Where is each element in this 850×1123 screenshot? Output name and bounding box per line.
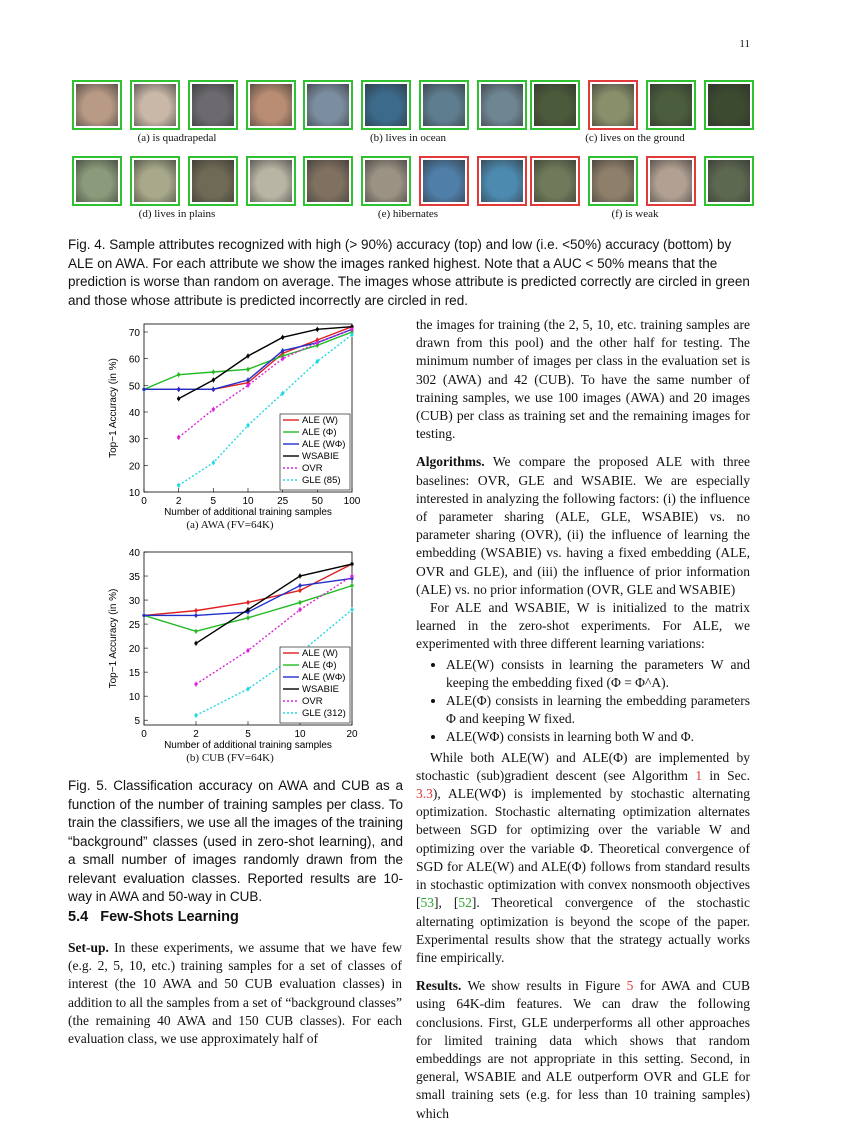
correct-sample-image xyxy=(188,156,238,206)
chart-awa-subcaption: (a) AWA (FV=64K) xyxy=(186,519,274,531)
awa-data-point xyxy=(316,360,319,363)
cub-data-point xyxy=(194,630,197,633)
animal-photo xyxy=(250,84,292,126)
paragraph-setup-cont: the images for training (the 2, 5, 10, etc. training samples are drawn from this pool) and the other half for testing. The minimum number of images per class in the evaluation set is 302 (AWA) and 42 (CUB). To have the same number of training samples, we use 100 images (AWA) and 20 images (CUB) per class as training set and the remaining images for testing. xyxy=(416,317,750,442)
animal-photo xyxy=(534,84,576,126)
algorithm-ref-link[interactable]: 1 xyxy=(695,767,703,783)
awa-legend-label: OVR xyxy=(302,463,323,474)
animal-photo xyxy=(76,84,118,126)
cub-data-point xyxy=(246,608,249,611)
awa-legend-label: WSABIE xyxy=(302,451,339,462)
cub-x-axis-label: Number of additional training samples xyxy=(164,740,332,751)
animal-photo xyxy=(365,160,407,202)
left-column-text xyxy=(68,939,402,1048)
awa-data-point xyxy=(246,354,249,357)
paragraph-optimization: While both ALE(W) and ALE(Φ) are implemented by stochastic (sub)gradient descent (see Algorithm 1 in Sec. 3.3), ALE(WΦ) is implemented by stochastic alternating optimization. Stochastic alternating optimization alternates between SGD for optimizing over the variable W and optimizing over the variable Φ. Theoretical convergence of SGD for ALE(W) and ALE(Φ) follows from standard results in stochastic optimization with convex nonsmooth objectives [53], [52]. Theoretical convergence of the stochastic alternating optimization is beyond the scope of the paper. Experimental results show that the strategy actually works fine empirically. xyxy=(416,749,750,965)
awa-data-point xyxy=(212,370,215,373)
awa-legend-label: ALE (WΦ) xyxy=(302,439,346,450)
cub-data-point xyxy=(246,616,249,619)
awa-x-tick-label: 50 xyxy=(311,496,323,507)
cub-legend-label: ALE (W) xyxy=(302,648,338,659)
animal-photo xyxy=(307,160,349,202)
correct-sample-image xyxy=(72,156,122,206)
cub-data-point xyxy=(194,714,197,717)
correct-sample-image xyxy=(361,156,411,206)
animal-photo xyxy=(76,160,118,202)
awa-data-point xyxy=(212,461,215,464)
animal-photo xyxy=(307,84,349,126)
animal-photo xyxy=(192,84,234,126)
animal-photo xyxy=(134,160,176,202)
cub-y-tick-label: 30 xyxy=(128,596,140,608)
cub-y-tick-label: 35 xyxy=(128,572,140,584)
animal-photo xyxy=(650,160,692,202)
citation-link[interactable]: 53 xyxy=(420,895,434,911)
animal-photo xyxy=(481,160,523,202)
citation-link[interactable]: 52 xyxy=(458,895,472,911)
correct-sample-image xyxy=(188,80,238,130)
list-item: • ALE(W) consists in learning the parameters W and keeping the embedding fixed (Φ = Φ^A). xyxy=(446,656,750,692)
cub-x-tick-label: 5 xyxy=(245,729,251,740)
awa-legend-label: ALE (W) xyxy=(302,415,338,426)
cub-x-tick-label: 2 xyxy=(193,729,199,740)
awa-data-point xyxy=(281,349,284,352)
figure-5-caption: Fig. 5. Classification accuracy on AWA and CUB as a function of the number of training samples per class. To train the classifiers, we use all the images of the training “background” classes (used in zero-shot learning), and a small number of images randomly drawn from the relevant evaluation classes. Reported results are 10-way in AWA and 50-way in CUB. xyxy=(68,778,403,904)
incorrect-sample-image xyxy=(646,156,696,206)
cub-y-tick-label: 20 xyxy=(128,644,140,656)
attribute-image-group xyxy=(530,156,754,206)
awa-data-point xyxy=(350,328,353,331)
cub-legend-label: ALE (Φ) xyxy=(302,660,337,671)
awa-y-tick-label: 20 xyxy=(128,461,140,473)
cub-x-tick-label: 10 xyxy=(294,729,306,740)
awa-legend-label: GLE (85) xyxy=(302,475,341,486)
cub-data-point xyxy=(194,642,197,645)
cub-data-point xyxy=(298,574,301,577)
animal-photo xyxy=(134,84,176,126)
animal-photo xyxy=(365,84,407,126)
figure-4-caption: Fig. 4. Sample attributes recognized with high (> 90%) accuracy (top) and low (i.e. <50%) accuracy (bottom) by ALE on AWA. For each attribute we show the images ranked highest. Note that a AUC < 50% means that the prediction is worse than random on average. The images whose attribute is predicted correctly are circled in green and those whose attribute is predicted incorrectly are circled in red. xyxy=(68,237,750,308)
awa-data-point xyxy=(142,388,145,391)
awa-data-point xyxy=(281,336,284,339)
correct-sample-image xyxy=(530,80,580,130)
cub-y-tick-label: 10 xyxy=(128,692,140,704)
awa-y-tick-label: 10 xyxy=(128,488,140,499)
cub-x-tick-label: 20 xyxy=(346,729,358,740)
correct-sample-image xyxy=(246,156,296,206)
attribute-image-group xyxy=(72,80,296,130)
awa-data-point xyxy=(246,378,249,381)
cub-data-point xyxy=(194,614,197,617)
awa-data-point xyxy=(177,388,180,391)
awa-data-point xyxy=(281,357,284,360)
attribute-image-group xyxy=(72,156,296,206)
page-number: 11 xyxy=(739,38,750,50)
cub-data-point xyxy=(350,574,353,577)
figure-ref-link[interactable]: 5 xyxy=(626,978,634,994)
correct-sample-image xyxy=(303,80,353,130)
cub-data-point xyxy=(350,584,353,587)
setup-paragraph: In these experiments, we assume that we have few (e.g. 2, 5, 10, etc.) training samples for a set of classes of interest (the 10 AWA and 50 CUB evaluation classes) in addition to all the samples from a set of “background classes” (the remaining 40 AWA and 150 CUB classes). For each evaluation class, we use approximately half of xyxy=(68,940,402,1047)
cub-x-tick-label: 0 xyxy=(141,729,147,740)
incorrect-sample-image xyxy=(477,156,527,206)
awa-y-tick-label: 40 xyxy=(128,408,140,419)
awa-data-point xyxy=(246,368,249,371)
list-item: • ALE(Φ) consists in learning the embedding parameters Φ and keeping W fixed. xyxy=(446,692,750,728)
correct-sample-image xyxy=(246,80,296,130)
animal-photo xyxy=(192,160,234,202)
chart-awa xyxy=(100,318,360,518)
awa-x-tick-label: 10 xyxy=(242,496,254,507)
animal-photo xyxy=(592,84,634,126)
awa-y-tick-label: 70 xyxy=(128,328,140,339)
correct-sample-image xyxy=(361,80,411,130)
awa-y-tick-label: 60 xyxy=(128,354,140,366)
setup-heading: Set-up. xyxy=(68,940,109,955)
cub-data-point xyxy=(246,601,249,604)
awa-x-axis-label: Number of additional training samples xyxy=(164,507,332,518)
cub-legend-label: WSABIE xyxy=(302,684,339,695)
awa-x-tick-label: 5 xyxy=(210,496,217,507)
cub-y-tick-label: 25 xyxy=(128,620,140,632)
attribute-subcaption: (d) lives in plains xyxy=(138,208,216,220)
section-heading xyxy=(68,909,239,925)
attribute-subcaption: (a) is quadrapedal xyxy=(137,132,217,144)
cub-legend-label: OVR xyxy=(302,696,323,707)
attribute-image-group xyxy=(303,156,527,206)
paragraph-ale-init: For ALE and WSABIE, W is initialized to the matrix learned in the zero-shot experiments. For ALE, we experimented with three different learning variations: xyxy=(416,600,750,652)
correct-sample-image xyxy=(588,156,638,206)
chart-cub-subcaption: (b) CUB (FV=64K) xyxy=(186,752,274,764)
cub-legend-label: ALE (WΦ) xyxy=(302,672,346,683)
cub-data-point xyxy=(298,589,301,592)
chart-cub xyxy=(100,546,360,751)
awa-data-point xyxy=(177,436,180,439)
animal-photo xyxy=(481,84,523,126)
correct-sample-image xyxy=(704,80,754,130)
awa-data-point xyxy=(350,333,353,336)
attribute-subcaption: (b) lives in ocean xyxy=(369,132,447,144)
awa-data-point xyxy=(177,397,180,400)
awa-data-point xyxy=(212,378,215,381)
animal-photo xyxy=(423,84,465,126)
awa-data-point xyxy=(316,341,319,344)
animal-photo xyxy=(650,84,692,126)
algorithms-heading: Algorithms. xyxy=(416,454,485,470)
cub-data-point xyxy=(298,608,301,611)
animal-photo xyxy=(250,160,292,202)
animal-photo xyxy=(708,160,750,202)
cub-data-point xyxy=(246,687,249,690)
cub-y-axis-label: Top−1 Accuracy (in %) xyxy=(108,588,119,689)
algorithms-paragraph: We compare the proposed ALE with three baselines: OVR, GLE and WSABIE. We are especially interested in analyzing the following factors: (i) the influence of parameter sharing (ALE, GLE, WSABIE) vs. no parameter sharing (OVR), (ii) the influence of learning the embedding (WSABIE) vs. having a fixed embedding (ALE, OVR and GLE), and (iii) the influence of prior information (ALE) vs. no prior information (OVR, GLE and WSABIE) xyxy=(416,454,750,597)
cub-data-point xyxy=(298,584,301,587)
results-heading: Results. xyxy=(416,978,462,994)
awa-x-tick-label: 100 xyxy=(343,496,360,507)
incorrect-sample-image xyxy=(530,156,580,206)
attribute-subcaption: (c) lives on the ground xyxy=(585,132,685,144)
awa-data-point xyxy=(212,408,215,411)
cub-legend-label: GLE (312) xyxy=(302,708,346,719)
awa-data-point xyxy=(177,373,180,376)
awa-x-tick-label: 0 xyxy=(141,496,147,507)
variation-list xyxy=(416,656,750,747)
attribute-subcaption: (f) is weak xyxy=(611,208,659,220)
correct-sample-image xyxy=(419,80,469,130)
list-item: • ALE(WΦ) consists in learning both W and Φ. xyxy=(446,728,750,746)
awa-x-tick-label: 2 xyxy=(175,496,182,507)
section-number: 5.4 xyxy=(68,909,89,925)
cub-data-point xyxy=(142,614,145,617)
awa-data-point xyxy=(246,384,249,387)
section-ref-link[interactable]: 3.3 xyxy=(416,786,433,802)
attribute-image-group xyxy=(530,80,754,130)
animal-photo xyxy=(708,84,750,126)
correct-sample-image xyxy=(477,80,527,130)
awa-data-point xyxy=(212,388,215,391)
awa-data-point xyxy=(246,424,249,427)
section-title: Few-Shots Learning xyxy=(100,909,239,925)
cub-data-point xyxy=(350,608,353,611)
cub-data-point xyxy=(350,562,353,565)
correct-sample-image xyxy=(303,156,353,206)
cub-data-point xyxy=(298,601,301,604)
awa-data-point xyxy=(281,392,284,395)
cub-data-point xyxy=(194,609,197,612)
cub-y-tick-label: 5 xyxy=(134,716,140,728)
awa-data-point xyxy=(177,484,180,487)
awa-legend-label: ALE (Φ) xyxy=(302,427,337,438)
awa-y-tick-label: 30 xyxy=(128,434,140,446)
correct-sample-image xyxy=(72,80,122,130)
animal-photo xyxy=(423,160,465,202)
awa-data-point xyxy=(316,328,319,331)
correct-sample-image xyxy=(646,80,696,130)
animal-photo xyxy=(592,160,634,202)
cub-data-point xyxy=(246,649,249,652)
cub-data-point xyxy=(194,683,197,686)
animal-photo xyxy=(534,160,576,202)
correct-sample-image xyxy=(130,80,180,130)
right-column-text: the images for training (the 2, 5, 10, etc. training samples are drawn from this pool) and the other half for testing. The minimum number of images per class in the evaluation set is 302 (AWA) and 42 (CUB). To have the same number of training samples, we use 100 images (AWA) and 20 images (CUB) per class as training set and the remaining images for testing. Algorithms. We compare the proposed ALE with three baselines: OVR, GLE and WSABIE. We are especially interested in analyzing the following factors: (i) the influence of parameter sharing (ALE, GLE, WSABIE) vs. no parameter sharing (OVR), (ii) the influence of learning the embedding (WSABIE) vs. having a fixed embedding (ALE, OVR and GLE), and (iii) the influence of prior information (ALE) vs. no prior information (OVR, GLE and WSABIE) For ALE and WSABIE, W is initialized to the matrix learned in the zero-shot experiments. For ALE, we experimented with three different learning variations: • ALE(W) consists in learning the parameters W and keeping the embedding fixed (Φ = Φ^A). • ALE(Φ) consists in learning the embedding parameters Φ and keeping W fixed. • ALE(WΦ) consists in learning both W and Φ. While both ALE(W) and ALE(Φ) are implemented by stochastic (sub)gradient descent (see Algorithm 1 in Sec. 3.3), ALE(WΦ) is implemented by stochastic alternating optimization. Stochastic alternating optimization alternates between SGD for optimizing over the variable W and optimizing over the variable Φ. Theoretical convergence of SGD for ALE(W) and ALE(Φ) follows from standard results in stochastic optimization with convex nonsmooth objectives [53], [52]. Theoretical convergence of the stochastic alternating optimization is beyond the scope of the paper. Experimental results show that the strategy actually works fine empirically. Results. We show results in Figure 5 for AWA and CUB using 64K-dim features. We can draw the following conclusions. First, GLE underperforms all other approaches for limited training data which shows that random embeddings are not appropriate in this setting. Second, in general, WSABIE and ALE outperform OVR and GLE for small training sets (e.g. for less than 10 training samples) which xyxy=(416,316,750,1123)
awa-x-tick-label: 25 xyxy=(277,496,289,507)
cub-y-tick-label: 40 xyxy=(128,548,140,559)
correct-sample-image xyxy=(704,156,754,206)
attribute-subcaption: (e) hibernates xyxy=(377,208,439,220)
awa-y-axis-label: Top−1 Accuracy (in %) xyxy=(108,358,119,458)
attribute-image-group xyxy=(303,80,527,130)
incorrect-sample-image xyxy=(588,80,638,130)
incorrect-sample-image xyxy=(419,156,469,206)
cub-y-tick-label: 15 xyxy=(128,668,140,680)
correct-sample-image xyxy=(130,156,180,206)
awa-y-tick-label: 50 xyxy=(128,381,140,393)
